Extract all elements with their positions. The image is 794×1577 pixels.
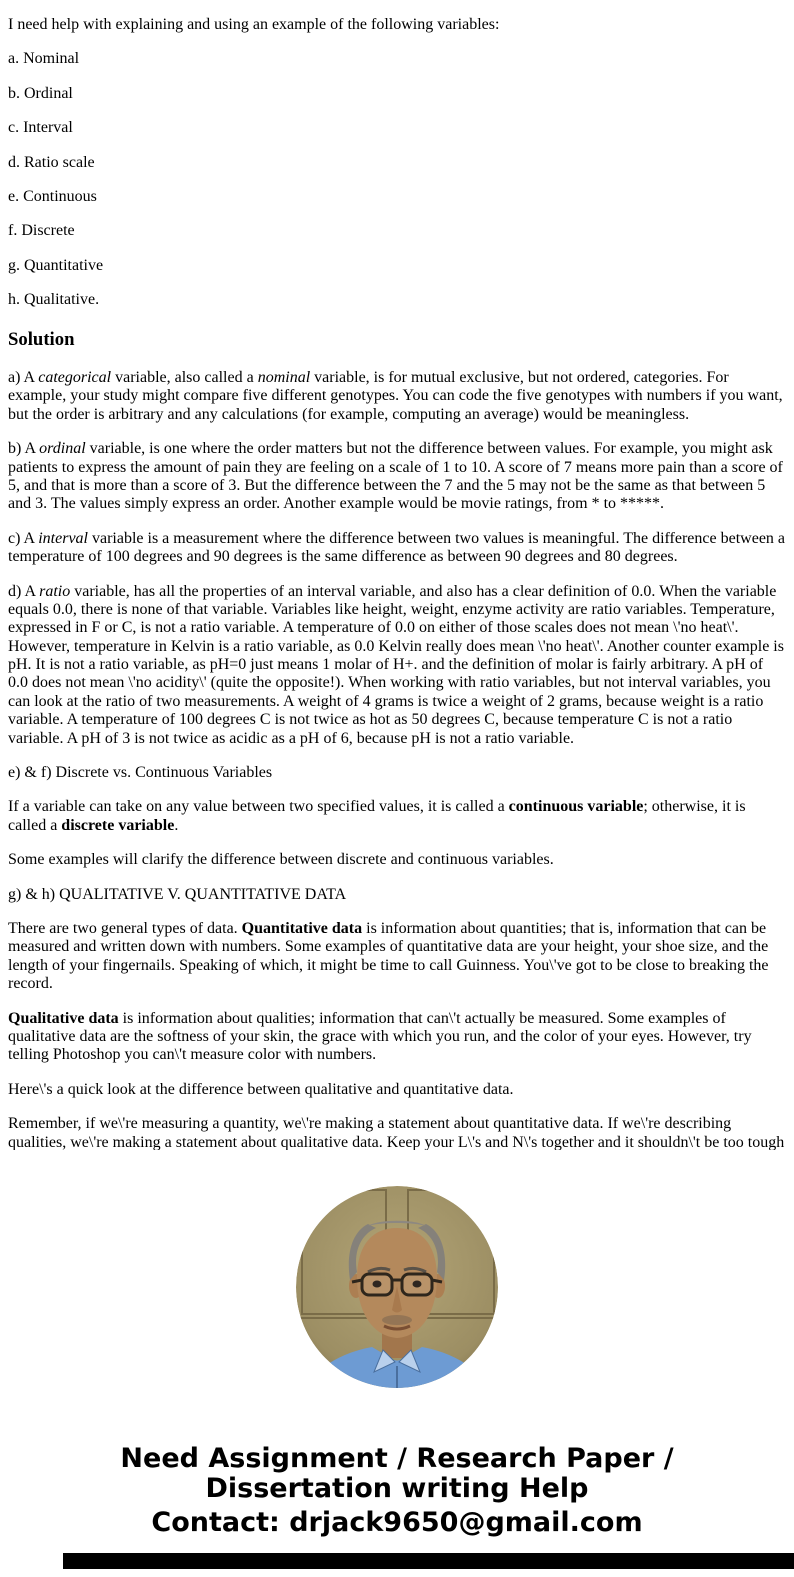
text-segment: variable, also called a <box>111 369 258 387</box>
text-segment: variable, is for mutual exclusive, but not ordered, categories. For example, your study might compare five different genotypes. You can code the five genotypes with numbers if you want, but the order is arbitrary and any calculations (for example, computing an average) would be meaningless. <box>8 369 783 423</box>
term-discrete-variable: discrete variable <box>61 816 175 834</box>
solution-paragraph-c <box>8 530 786 567</box>
text-segment: variable, has all the properties of an interval variable, and also has a clear definition of 0.0. When the variable equals 0.0, there is none of that variable. Variables like height, weight, enzyme activity are ratio variables. Temperature, expressed in F or C, is not a ratio variable. A temperature of 0.0 on either of those scales does not mean \'no heat\'. However, temperature in Kelvin is a ratio variable, as 0.0 Kelvin really does mean \'no heat\'. Another counter example is pH. It is not a ratio variable, as pH=0 just means 1 molar of H+. and the definition of molar is fairly arbitrary. A pH of 0.0 does not mean \'no acidity\' (quite the opposite!). When working with ratio variables, but not interval variables, you can look at the ratio of two measurements. A weight of 4 grams is twice a weight of 2 grams, because weight is a ratio variable. A temperature of 100 degrees C is not twice as hot as 50 degrees C, because temperature C is not a ratio variable. A pH of 3 is not twice as acidic as a pH of 6, because pH is not a ratio variable. <box>8 582 784 747</box>
variable-item-qualitative: h. Qualitative. <box>8 291 100 309</box>
term-categorical: categorical <box>38 369 112 387</box>
qualitative-paragraph <box>8 1010 786 1065</box>
text-segment: . <box>174 816 179 834</box>
heres-a-look-paragraph: Here\'s a quick look at the difference between qualitative and quantitative data. <box>8 1080 514 1098</box>
instructor-photo-section <box>8 1186 786 1393</box>
variable-item-ordinal: b. Ordinal <box>8 84 73 102</box>
term-ratio: ratio <box>39 582 71 600</box>
footer-help-text: Need Assignment / Research Paper / Dissertation writing Help <box>120 1442 674 1504</box>
qualitative-quantitative-title: g) & h) QUALITATIVE V. QUANTITATIVE DATA <box>8 885 347 903</box>
term-nominal: nominal <box>257 369 311 387</box>
text-segment: If a variable can take on any value between two specified values, it is called a <box>8 798 509 816</box>
variable-item-continuous: e. Continuous <box>8 187 97 205</box>
intro-question: I need help with explaining and using an example of the following variables: <box>8 16 500 33</box>
variable-item-discrete: f. Discrete <box>8 222 75 240</box>
text-segment: is information about qualities; information that can\'t actually be measured. Some examples of qualitative data are the softness of your skin, the grace with which you run, and the color of your eyes. However, try telling Photoshop you can\'t measure color with numbers. <box>8 1009 752 1064</box>
instructor-photo <box>296 1186 498 1388</box>
solution-paragraph-b <box>8 440 786 514</box>
remember-paragraph: Remember, if we\'re measuring a quantity, we\'re making a statement about quantitative data. If we\'re describing qualities, we\'re making a statement about qualitative data. Keep your L\'s and N\'s together and it shouldn\'t be too tough <box>8 1115 785 1151</box>
variable-item-nominal: a. Nominal <box>8 50 80 68</box>
term-continuous-variable: continuous variable <box>508 798 644 816</box>
solution-paragraph-d <box>8 583 786 749</box>
truncated-paragraph-clip <box>8 1115 786 1150</box>
text-segment: variable is a measurement where the difference between two values is meaningful. The difference between a temperature of 100 degrees and 90 degrees is the same difference as between 90 degrees and 80 degrees. <box>8 529 786 566</box>
continuous-definition-paragraph <box>8 798 786 835</box>
term-quantitative-data: Quantitative data <box>241 920 363 937</box>
instructor-photo-svg <box>296 1186 498 1388</box>
text-segment: variable, is one where the order matters but not the difference between values. For example, you might ask patients to express the amount of pain they are feeling on a scale of 1 to 10. A score of 7 means more pain than a score of 5, and that is more than a score of 3. But the difference between the 7 and the 5 may not be the same as that between 5 and 3. The values simply express an order. Another example would be movie ratings, from * to *****. <box>8 440 783 513</box>
discrete-continuous-title: e) & f) Discrete vs. Continuous Variables <box>8 764 273 782</box>
text-segment: is information about quantities; that is, information that can be measured and written down with numbers. Some examples of quantitative data are your height, your shoe size, and the length of your fingernails. Speaking of which, it might be time to call Guinness. You\'ve got to be close to breaking the record. <box>8 920 769 993</box>
text-segment: d) A <box>8 582 40 600</box>
solution-heading: Solution <box>8 328 75 350</box>
footer-banner <box>8 1444 786 1539</box>
term-interval: interval <box>38 529 88 547</box>
footer-contact-text: Contact: drjack9650@gmail.com <box>151 1506 643 1538</box>
bottom-bar <box>63 1553 794 1569</box>
text-segment: ; otherwise, it is called a <box>8 798 746 834</box>
variable-item-ratio: d. Ratio scale <box>8 153 95 171</box>
variable-item-interval: c. Interval <box>8 119 73 137</box>
text-segment: c) A <box>8 529 39 547</box>
solution-paragraph-a <box>8 369 786 424</box>
examples-note-paragraph: Some examples will clarify the difference between discrete and continuous variables. <box>8 851 554 869</box>
term-ordinal: ordinal <box>39 440 86 458</box>
text-segment: b) A <box>8 440 40 458</box>
text-segment: There are two general types of data. <box>8 920 242 937</box>
quantitative-paragraph <box>8 920 786 994</box>
term-qualitative-data: Qualitative data <box>8 1009 119 1027</box>
variable-item-quantitative: g. Quantitative <box>8 256 104 274</box>
text-segment: a) A <box>8 369 39 387</box>
